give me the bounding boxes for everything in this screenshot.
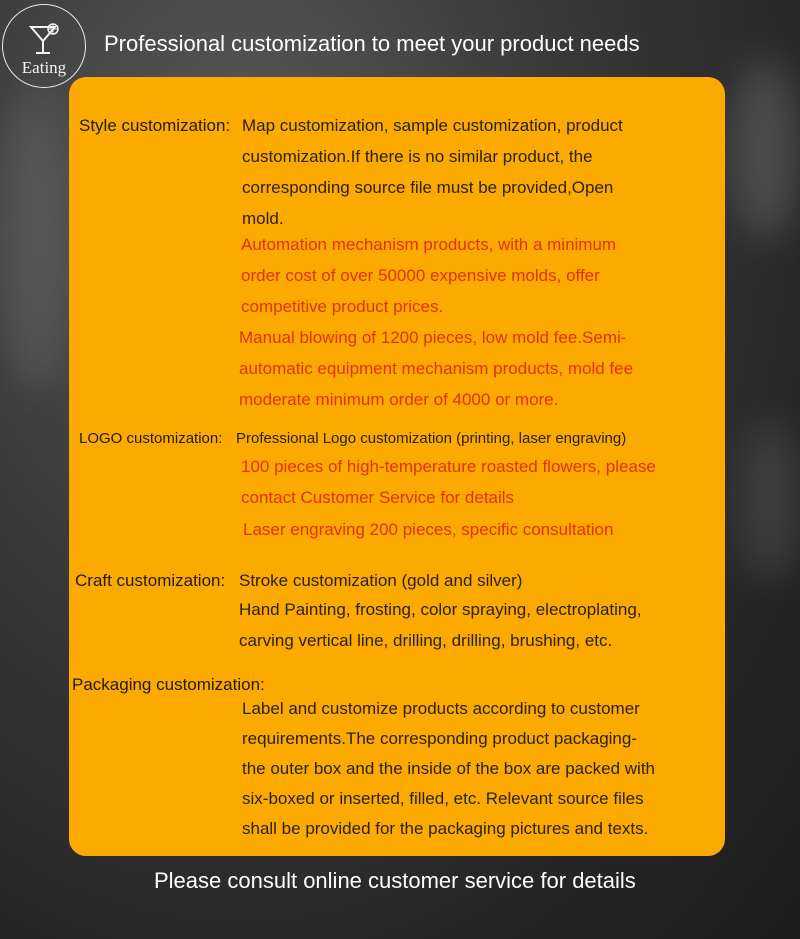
craft-line-2: carving vertical line, drilling, drilling, brushing, etc. bbox=[239, 631, 613, 650]
packaging-line-3: the outer box and the inside of the box are packed with bbox=[242, 759, 655, 778]
style-line-3: corresponding source file must be provided,Open bbox=[242, 178, 614, 197]
packaging-line-4: six-boxed or inserted, filled, etc. Relevant source files bbox=[242, 789, 644, 808]
craft-label: Craft customization: bbox=[75, 571, 226, 590]
logo-note-1-line-2: contact Customer Service for details bbox=[241, 488, 515, 507]
brand-logo bbox=[2, 4, 86, 88]
style-label: Style customization: bbox=[79, 116, 231, 135]
footer-consult-text: Please consult online customer service for details bbox=[154, 868, 636, 893]
style-note-2-line-3: moderate minimum order of 4000 or more. bbox=[239, 390, 559, 409]
packaging-label: Packaging customization: bbox=[72, 675, 265, 694]
style-note-1-line-2: order cost of over 50000 expensive molds, offer bbox=[241, 266, 600, 285]
style-line-1: Map customization, sample customization, product bbox=[242, 116, 623, 135]
logo-label: LOGO customization: bbox=[79, 430, 223, 447]
logo-note-1-line-1: 100 pieces of high-temperature roasted flowers, please bbox=[241, 457, 656, 476]
style-note-2-line-2: automatic equipment mechanism products, mold fee bbox=[239, 359, 634, 378]
logo-text: Eating bbox=[21, 58, 67, 77]
packaging-line-5: shall be provided for the packaging pictures and texts. bbox=[242, 819, 649, 838]
style-line-4: mold. bbox=[242, 209, 284, 228]
packaging-line-2: requirements.The corresponding product packaging- bbox=[242, 729, 638, 748]
logo-text-line: Professional Logo customization (printing, laser engraving) bbox=[236, 430, 627, 447]
style-note-2-line-1: Manual blowing of 1200 pieces, low mold fee.Semi- bbox=[239, 328, 627, 347]
background-blur-3 bbox=[740, 420, 800, 580]
craft-line-1: Hand Painting, frosting, color spraying, electroplating, bbox=[239, 600, 642, 619]
style-line-2: customization.If there is no similar product, the bbox=[242, 147, 593, 166]
style-note-1-line-3: competitive product prices. bbox=[241, 297, 444, 316]
style-note-1-line-1: Automation mechanism products, with a minimum bbox=[241, 235, 617, 254]
logo-note-2: Laser engraving 200 pieces, specific consultation bbox=[243, 520, 614, 539]
craft-text-line: Stroke customization (gold and silver) bbox=[239, 571, 523, 590]
packaging-line-1: Label and customize products according to customer bbox=[242, 699, 640, 718]
background-blur-2 bbox=[730, 60, 800, 240]
page-headline: Professional customization to meet your product needs bbox=[104, 31, 640, 56]
customization-panel bbox=[69, 77, 725, 856]
background-blur-1 bbox=[0, 90, 70, 390]
